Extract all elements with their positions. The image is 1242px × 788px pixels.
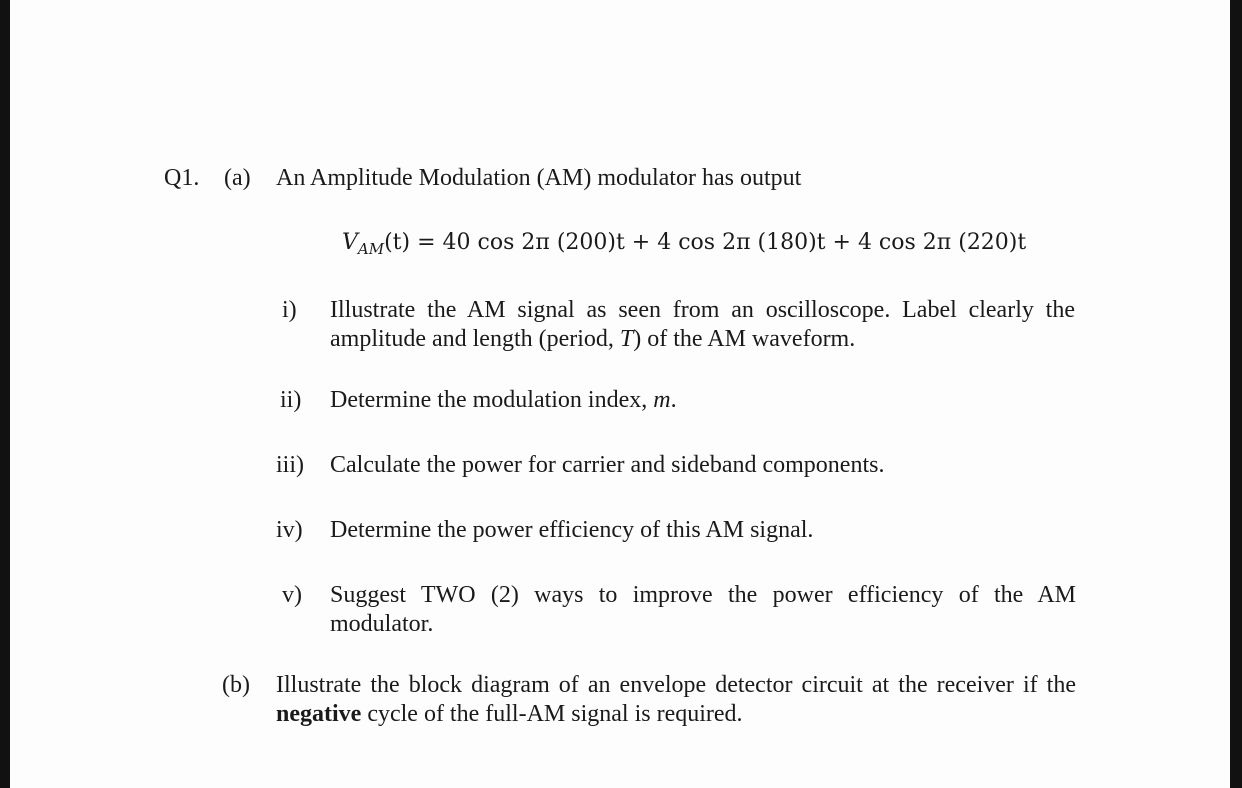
- document-page: [10, 0, 1230, 788]
- equation-rhs: = 40 cos 2π (200)t + 4 cos 2π (180)t + 4 cos 2π (220)t: [410, 230, 1027, 255]
- part-b-text: [276, 671, 1076, 729]
- part-b-label: (b): [222, 672, 250, 698]
- part-a-intro: An Amplitude Modulation (AM) modulator has output: [276, 165, 802, 191]
- part-a-label: (a): [224, 165, 251, 191]
- item-label-i: i): [282, 297, 297, 323]
- equation-lhs-var: V: [342, 230, 358, 255]
- equation-lhs-arg: (t): [384, 230, 411, 255]
- item-label-ii: ii): [280, 387, 302, 413]
- item-ii-m-symbol: m: [653, 387, 671, 413]
- part-b-text-part1: Illustrate the block diagram of an envelope detector circuit at the receiver if the: [276, 672, 1076, 698]
- item-i-period-symbol: T: [619, 326, 634, 352]
- item-ii-text-part1: Determine the modulation index,: [330, 387, 654, 413]
- item-text-iii: Calculate the power for carrier and sideband components.: [330, 452, 885, 478]
- item-text-v: Suggest TWO (2) ways to improve the power efficiency of the AM modulator.: [330, 582, 1076, 637]
- am-equation: [342, 230, 1026, 258]
- item-i-text-part1: Illustrate the AM signal as seen from an oscilloscope. Label clearly the amplitude and length (period,: [330, 297, 1075, 352]
- item-label-v: v): [282, 582, 302, 608]
- item-label-iii: iii): [276, 452, 304, 478]
- question-number: Q1.: [164, 165, 200, 191]
- item-i-text-part2: ) of the AM waveform.: [633, 326, 856, 352]
- item-ii-text-part2: .: [670, 387, 677, 413]
- equation-lhs-sub: AM: [357, 240, 385, 258]
- item-text-ii: [330, 386, 677, 415]
- item-label-iv: iv): [276, 517, 303, 543]
- part-b-text-part2: cycle of the full-AM signal is required.: [361, 701, 743, 727]
- item-text-iv: Determine the power efficiency of this AM signal.: [330, 517, 814, 543]
- part-b-bold-word: negative: [276, 701, 362, 727]
- item-text-i: [330, 296, 1075, 354]
